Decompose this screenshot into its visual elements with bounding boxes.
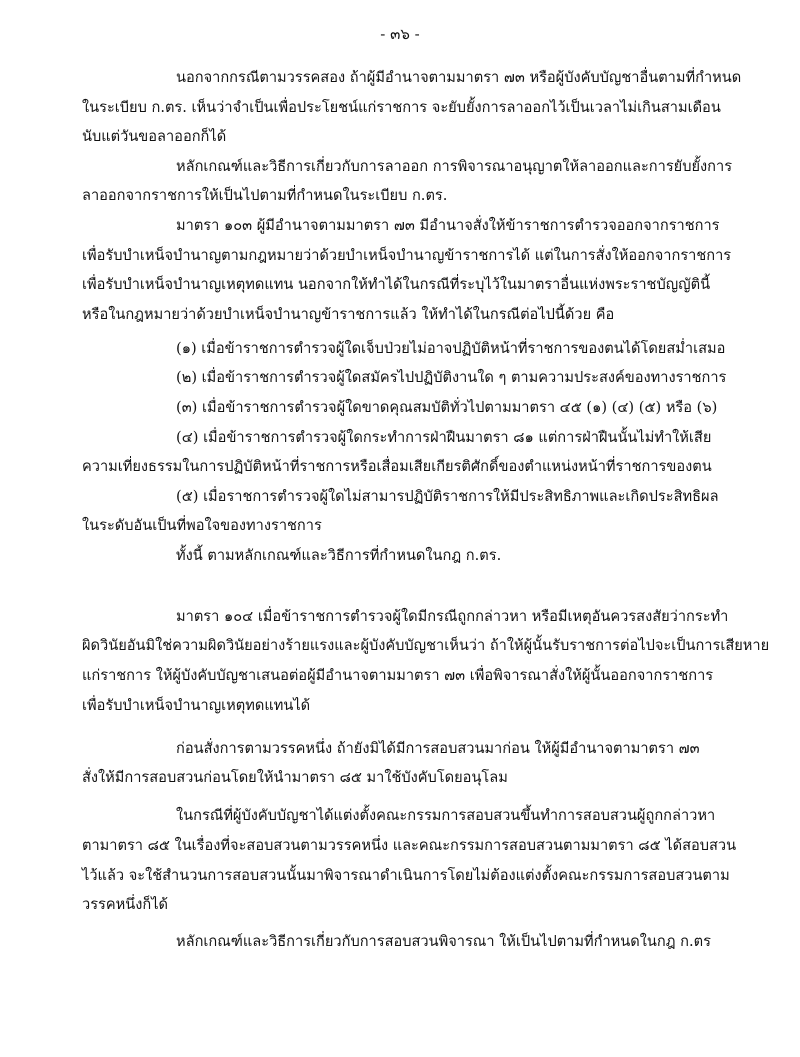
text-line: เพื่อรับบำเหน็จบำนาญเหตุทดแทนได้	[82, 697, 311, 714]
text-line: ตามาตรา ๘๕ ในเรื่องที่จะสอบสวนตามวรรคหนึ่ง และคณะกรรมการสอบสวนตามมาตรา ๘๕ ได้สอบสวน	[82, 837, 737, 854]
text-line: นับแต่วันขอลาออกก็ได้	[82, 128, 227, 145]
text-line: หรือในกฎหมายว่าด้วยบำเหน็จบำนาญข้าราชการแล้ว ให้ทำได้ในกรณีต่อไปนี้ด้วย คือ	[82, 306, 615, 323]
text-line: ความเที่ยงธรรมในการปฏิบัติหน้าที่ราชการหรือเสื่อมเสียเกียรติศักดิ์ของตำแหน่งหน้าที่ราชการของตน	[82, 458, 712, 475]
text-line: มาตรา ๑๐๔ เมื่อข้าราชการตำรวจผู้ใดมีกรณีถูกกล่าวหา หรือมีเหตุอันควรสงสัยว่ากระทำ	[176, 608, 729, 625]
text-line: สั่งให้มีการสอบสวนก่อนโดยให้นำมาตรา ๘๕ มาใช้บังคับโดยอนุโลม	[82, 769, 508, 786]
text-line: (๕) เมื่อราชการตำรวจผู้ใดไม่สามารปฏิบัติราชการให้มีประสิทธิภาพและเกิดประสิทธิผล	[176, 488, 719, 505]
text-line: ทั้งนี้ ตามหลักเกณฑ์และวิธีการที่กำหนดในกฎ ก.ตร.	[176, 547, 502, 564]
page-number: - ๓๖ -	[380, 25, 420, 43]
text-line: ก่อนสั่งการตามวรรคหนึ่ง ถ้ายังมิได้มีการสอบสวนมาก่อน ให้ผู้มีอำนาจตามาตรา ๗๓	[176, 740, 700, 757]
text-line: แก่ราชการ ให้ผู้บังคับบัญชาเสนอต่อผู้มีอำนาจตามมาตรา ๗๓ เพื่อพิจารณาสั่งให้ผู้นั้นออกจากราชการ	[82, 667, 714, 684]
text-line: มาตรา ๑๐๓ ผู้มีอำนาจตามมาตรา ๗๓ มีอำนาจสั่งให้ข้าราชการตำรวจออกจากราชการ	[176, 217, 720, 234]
text-line: ในระดับอันเป็นที่พอใจของทางราชการ	[82, 517, 322, 534]
text-line: เพื่อรับบำเหน็จบำนาญเหตุทดแทน นอกจากให้ทำได้ในกรณีที่ระบุไว้ในมาตราอื่นแห่งพระราชบัญญัตินี้	[82, 276, 711, 293]
text-line: (๓) เมื่อข้าราชการตำรวจผู้ใดขาดคุณสมบัติทั่วไปตามมาตรา ๔๕ (๑) (๔) (๕) หรือ (๖)	[176, 399, 718, 416]
text-line: วรรคหนึ่งก็ได้	[82, 896, 169, 913]
text-line: เพื่อรับบำเหน็จบำนาญตามกฎหมายว่าด้วยบำเหน็จบำนาญข้าราชการได้ แต่ในการสั่งให้ออกจากราชการ	[82, 247, 732, 264]
text-line: ผิดวินัยอันมิใช่ความผิดวินัยอย่างร้ายแรงและผู้บังคับบัญชาเห็นว่า ถ้าให้ผู้นั้นรับราชการต่อไปจะเป็นการเสียหาย	[82, 637, 770, 654]
text-line: (๔) เมื่อข้าราชการตำรวจผู้ใดกระทำการฝ่าฝืนมาตรา ๘๑ แต่การฝ่าฝืนนั้นไม่ทำให้เสีย	[176, 429, 712, 446]
text-line: (๑) เมื่อข้าราชการตำรวจผู้ใดเจ็บป่วยไม่อาจปฏิบัติหน้าที่ราชการของตนได้โดยสม่ำเสมอ	[176, 340, 726, 357]
text-line: ในกรณีที่ผู้บังคับบัญชาได้แต่งตั้งคณะกรรมการสอบสวนขึ้นทำการสอบสวนผู้ถูกกล่าวหา	[176, 807, 716, 824]
text-line: ในระเบียบ ก.ตร. เห็นว่าจำเป็นเพื่อประโยชน์แก่ราชการ จะยับยั้งการลาออกไว้เป็นเวลาไม่เกินสามเดือน	[82, 99, 721, 116]
text-line: หลักเกณฑ์และวิธีการเกี่ยวกับการลาออก การพิจารณาอนุญาตให้ลาออกและการยับยั้งการ	[176, 158, 733, 175]
text-line: ไว้แล้ว จะใช้สำนวนการสอบสวนนั้นมาพิจารณาดำเนินการโดยไม่ต้องแต่งตั้งคณะกรรมการสอบสวนตาม	[82, 867, 730, 884]
text-line: (๒) เมื่อข้าราชการตำรวจผู้ใดสมัครไปปฏิบัติงานใด ๆ ตามความประสงค์ของทางราชการ	[176, 369, 727, 386]
text-line: นอกจากกรณีตามวรรคสอง ถ้าผู้มีอำนาจตามมาตรา ๗๓ หรือผู้บังคับบัญชาอื่นตามที่กำหนด	[176, 69, 742, 86]
text-line: หลักเกณฑ์และวิธีการเกี่ยวกับการสอบสวนพิจารณา ให้เป็นไปตามที่กำหนดในกฎ ก.ตร	[176, 933, 711, 950]
text-line: ลาออกจากราชการให้เป็นไปตามที่กำหนดในระเบียบ ก.ตร.	[82, 187, 448, 204]
